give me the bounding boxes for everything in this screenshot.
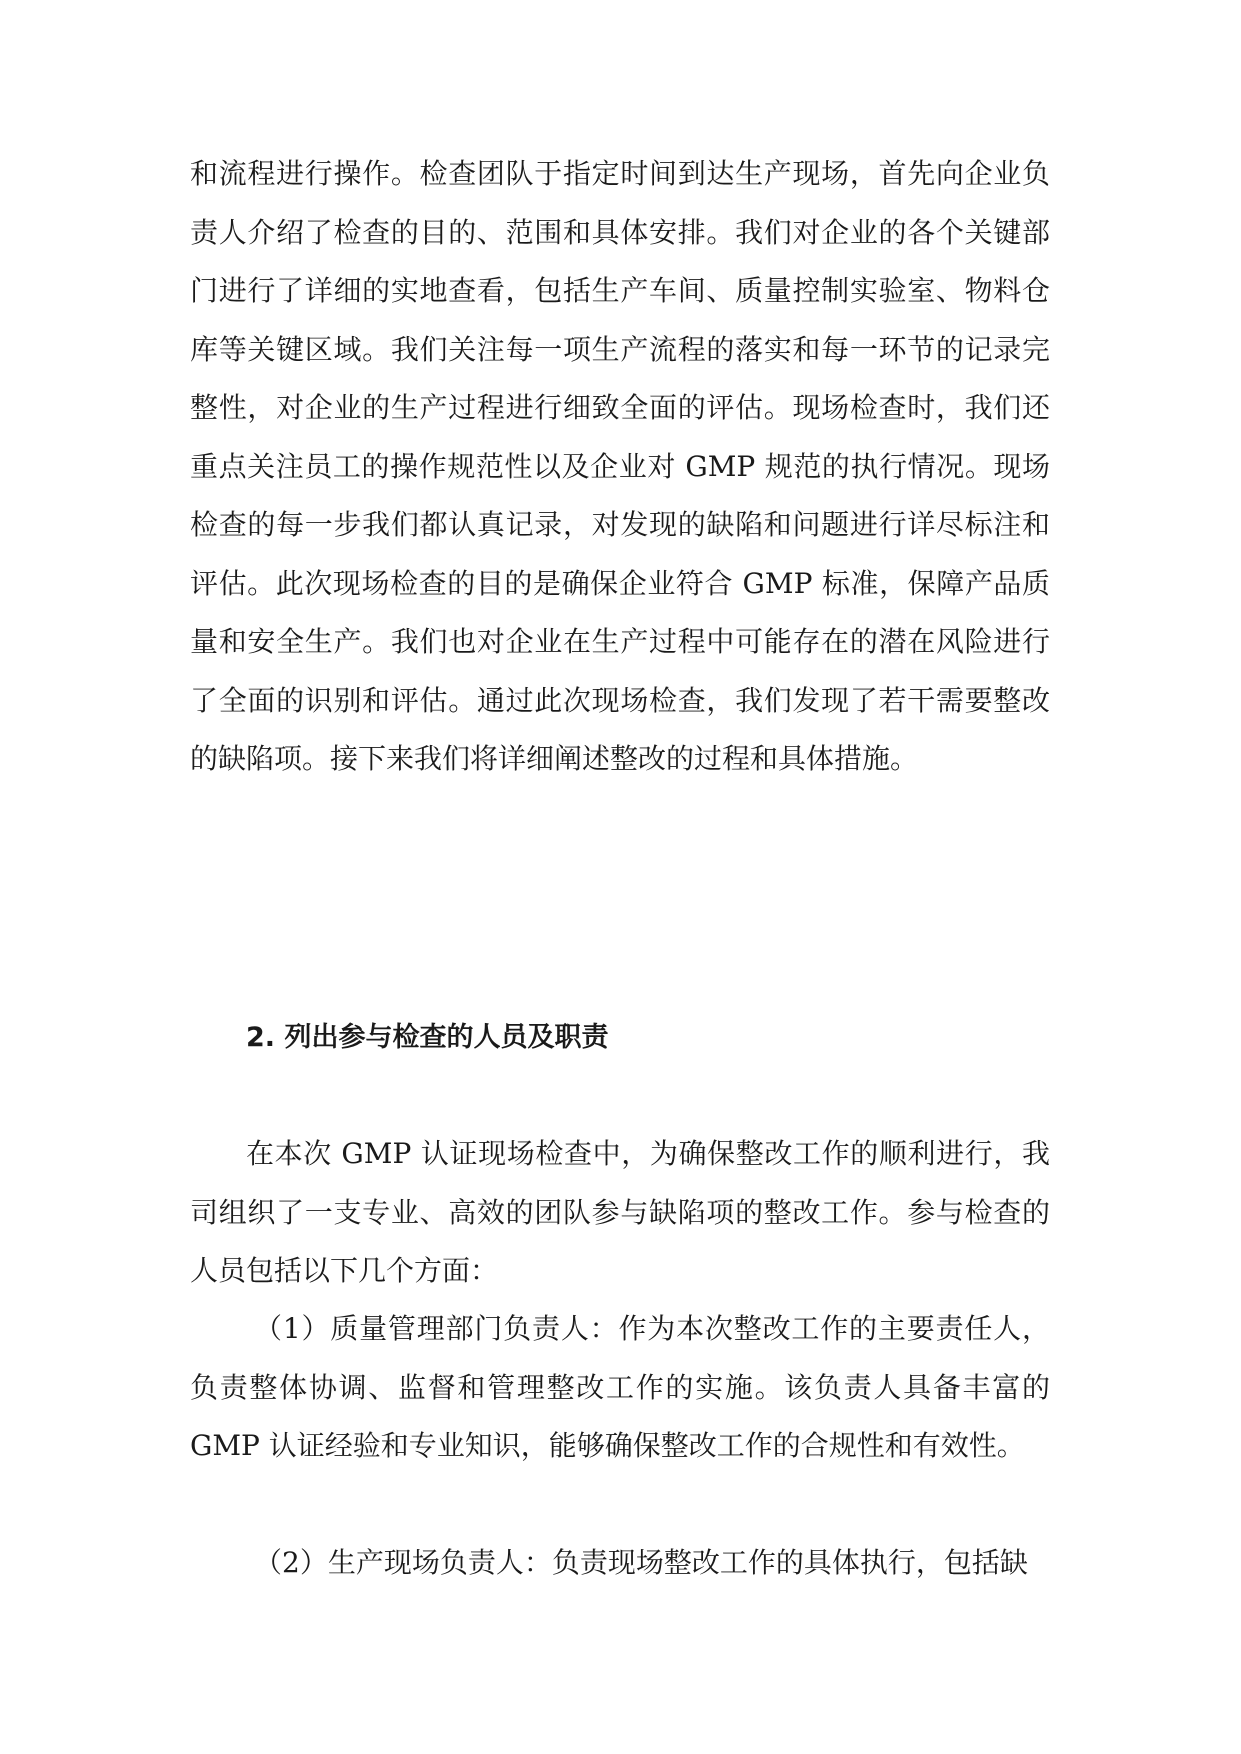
body-paragraph	[190, 145, 1050, 789]
paragraph-text: （1）质量管理部门负责人：作为本次整改工作的主要责任人，负责整体协调、监督和管理整改工作的实施。该负责人具备丰富的 GMP 认证经验和专业知识，能够确保整改工作的合规性和有效性。	[190, 1312, 1050, 1462]
paragraph-text: 和流程进行操作。检查团队于指定时间到达生产现场，首先向企业负责人介绍了检查的目的、范围和具体安排。我们对企业的各个关键部门进行了详细的实地查看，包括生产车间、质量控制实验室、物料仓库等关键区域。我们关注每一项生产流程的落实和每一环节的记录完整性，对企业的生产过程进行细致全面的评估。现场检查时，我们还重点关注员工的操作规范性以及企业对 GMP 规范的执行情况。现场检查的每一步我们都认真记录，对发现的缺陷和问题进行详尽标注和评估。此次现场检查的目的是确保企业符合 GMP 标准，保障产品质量和安全生产。我们也对企业在生产过程中可能存在的潜在风险进行了全面的识别和评估。通过此次现场检查，我们发现了若干需要整改的缺陷项。接下来我们将详细阐述整改的过程和具体措施。	[190, 157, 1050, 775]
list-item-paragraph	[190, 1534, 1050, 1593]
section-heading	[246, 1009, 1046, 1068]
section-heading-text: 2. 列出参与检查的人员及职责	[246, 1022, 609, 1053]
paragraph-text: （2）生产现场负责人：负责现场整改工作的具体执行，包括缺	[254, 1546, 1028, 1579]
list-item-paragraph	[190, 1300, 1050, 1476]
body-paragraph	[190, 1125, 1050, 1301]
paragraph-text: 在本次 GMP 认证现场检查中，为确保整改工作的顺利进行，我司组织了一支专业、高效的团队参与缺陷项的整改工作。参与检查的人员包括以下几个方面：	[190, 1137, 1050, 1287]
